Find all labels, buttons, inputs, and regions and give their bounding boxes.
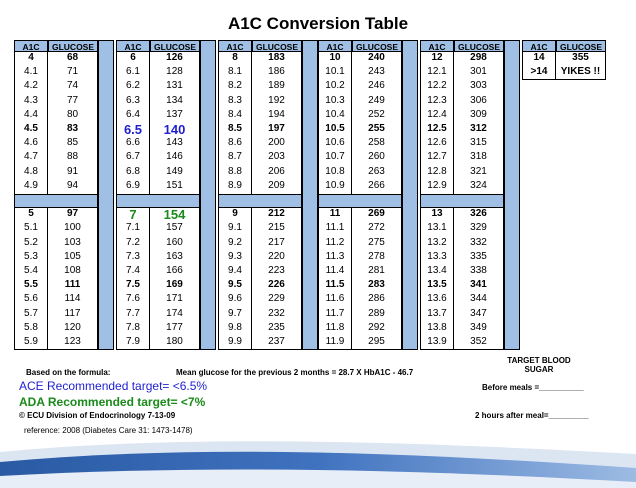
glucose-value: 306 [454, 95, 504, 109]
glucose-value: 94 [48, 180, 98, 194]
after-meal-field: 2 hours after meal=_________ [475, 411, 589, 420]
glucose-value: 324 [454, 180, 504, 194]
a1c-value: 9 [218, 208, 252, 222]
a1c-value: 6.1 [116, 66, 150, 80]
a1c-value: 10.9 [318, 180, 352, 194]
a1c-value: 9.1 [218, 222, 252, 236]
row-divider [318, 194, 402, 208]
glucose-value: 278 [352, 251, 402, 265]
header-a1c: A1C [420, 40, 454, 52]
glucose-value: 243 [352, 66, 402, 80]
a1c-value: 13.4 [420, 265, 454, 279]
glucose-value: 103 [48, 237, 98, 251]
a1c-value: 5.5 [14, 279, 48, 293]
header-a1c: A1C [318, 40, 352, 52]
glucose-value: 197 [252, 123, 302, 137]
a1c-conversion-table [14, 40, 620, 355]
glucose-value: 169 [150, 279, 200, 293]
a1c-value: 4.1 [14, 66, 48, 80]
a1c-value: 7 [116, 208, 150, 222]
a1c-value: 7.8 [116, 322, 150, 336]
glucose-value: 232 [252, 308, 302, 322]
a1c-value: 11.9 [318, 336, 352, 350]
glucose-value: 260 [352, 151, 402, 165]
a1c-value: 7.5 [116, 279, 150, 293]
a1c-value: 6.7 [116, 151, 150, 165]
a1c-value: 5.6 [14, 293, 48, 307]
glucose-value: 240 [352, 52, 402, 66]
a1c-value: 10 [318, 52, 352, 66]
glucose-value: 258 [352, 137, 402, 151]
a1c-value: 12.2 [420, 80, 454, 94]
a1c-value: 11 [318, 208, 352, 222]
glucose-value: 120 [48, 322, 98, 336]
page-title: A1C Conversion Table [227, 14, 409, 33]
glucose-value: 183 [252, 52, 302, 66]
a1c-value: 8.8 [218, 166, 252, 180]
glucose-value: 281 [352, 265, 402, 279]
a1c-value: 7.7 [116, 308, 150, 322]
a1c-value: 9.8 [218, 322, 252, 336]
a1c-value: 7.1 [116, 222, 150, 236]
glucose-value: 91 [48, 166, 98, 180]
a1c-value: 12.5 [420, 123, 454, 137]
a1c-value: 6.6 [116, 137, 150, 151]
a1c-value: 11.4 [318, 265, 352, 279]
a1c-value: 5.2 [14, 237, 48, 251]
a1c-value: 12.6 [420, 137, 454, 151]
a1c-value: 4.4 [14, 109, 48, 123]
glucose-value: 352 [454, 336, 504, 350]
glucose-value: 166 [150, 265, 200, 279]
before-meals-field: Before meals =__________ [482, 383, 584, 392]
a1c-value: 12.3 [420, 95, 454, 109]
header-a1c: A1C [522, 40, 556, 52]
glucose-value: 160 [150, 237, 200, 251]
row-divider [420, 194, 504, 208]
a1c-value: 8.2 [218, 80, 252, 94]
glucose-value: 68 [48, 52, 98, 66]
header-glucose: GLUCOSE [556, 40, 606, 52]
a1c-value: 14 [522, 52, 556, 66]
glucose-value: 163 [150, 251, 200, 265]
glucose-value: 157 [150, 222, 200, 236]
glucose-value: 266 [352, 180, 402, 194]
glucose-value: 215 [252, 222, 302, 236]
a1c-value: 6.3 [116, 95, 150, 109]
glucose-value: 128 [150, 66, 200, 80]
glucose-value: 151 [150, 180, 200, 194]
a1c-value: 12.8 [420, 166, 454, 180]
glucose-value: 235 [252, 322, 302, 336]
glucose-value: 309 [454, 109, 504, 123]
a1c-value: 4.7 [14, 151, 48, 165]
glucose-value: 269 [352, 208, 402, 222]
a1c-value: 11.6 [318, 293, 352, 307]
header-glucose: GLUCOSE [352, 40, 402, 52]
a1c-value: 10.2 [318, 80, 352, 94]
a1c-value: 13.3 [420, 251, 454, 265]
a1c-value: 7.9 [116, 336, 150, 350]
a1c-value: 11.5 [318, 279, 352, 293]
column-divider [302, 40, 318, 350]
glucose-value: 100 [48, 222, 98, 236]
a1c-value: 4.6 [14, 137, 48, 151]
glucose-value: 275 [352, 237, 402, 251]
glucose-value: 255 [352, 123, 402, 137]
glucose-value: 123 [48, 336, 98, 350]
a1c-value: 11.8 [318, 322, 352, 336]
a1c-value: 12.1 [420, 66, 454, 80]
glucose-value: 272 [352, 222, 402, 236]
a1c-value: 4 [14, 52, 48, 66]
glucose-value: 338 [454, 265, 504, 279]
a1c-value: 8.4 [218, 109, 252, 123]
a1c-value: 4.9 [14, 180, 48, 194]
column-divider [402, 40, 418, 350]
a1c-value: 4.3 [14, 95, 48, 109]
a1c-value: 8.3 [218, 95, 252, 109]
header-a1c: A1C [218, 40, 252, 52]
target-blood-sugar-title [496, 356, 582, 374]
a1c-value: 4.8 [14, 166, 48, 180]
glucose-value: 355 [556, 52, 606, 66]
header-glucose: GLUCOSE [454, 40, 504, 52]
glucose-value: 180 [150, 336, 200, 350]
glucose-value: YIKES !! [556, 66, 606, 80]
glucose-value: 303 [454, 80, 504, 94]
glucose-value: 223 [252, 265, 302, 279]
glucose-value: 318 [454, 151, 504, 165]
glucose-value: 246 [352, 80, 402, 94]
glucose-value: 137 [150, 109, 200, 123]
row-divider [218, 194, 302, 208]
glucose-value: 88 [48, 151, 98, 165]
glucose-value: 131 [150, 80, 200, 94]
target-title-line2: SUGAR [524, 365, 554, 374]
a1c-value: 6.4 [116, 109, 150, 123]
header-glucose: GLUCOSE [252, 40, 302, 52]
a1c-value: 6.5 [116, 123, 150, 137]
glucose-value: 174 [150, 308, 200, 322]
row-divider [14, 194, 98, 208]
glucose-value: 149 [150, 166, 200, 180]
a1c-value: 8 [218, 52, 252, 66]
a1c-value: 6.2 [116, 80, 150, 94]
glucose-value: 186 [252, 66, 302, 80]
target-title-line1: TARGET BLOOD [507, 356, 571, 365]
a1c-value: 10.3 [318, 95, 352, 109]
formula-prefix: Based on the formula: [26, 368, 111, 377]
glucose-value: 220 [252, 251, 302, 265]
glucose-value: 206 [252, 166, 302, 180]
glucose-value: 301 [454, 66, 504, 80]
column-divider [98, 40, 114, 350]
a1c-value: 4.5 [14, 123, 48, 137]
a1c-value: 7.6 [116, 293, 150, 307]
a1c-value: 6.8 [116, 166, 150, 180]
a1c-value: 13.6 [420, 293, 454, 307]
glucose-value: 237 [252, 336, 302, 350]
glucose-value: 126 [150, 52, 200, 66]
glucose-value: 177 [150, 322, 200, 336]
a1c-value: 9.3 [218, 251, 252, 265]
glucose-value: 97 [48, 208, 98, 222]
glucose-value: 298 [454, 52, 504, 66]
glucose-value: 140 [150, 123, 200, 137]
a1c-value: 8.5 [218, 123, 252, 137]
glucose-value: 249 [352, 95, 402, 109]
glucose-value: 212 [252, 208, 302, 222]
a1c-value: 11.2 [318, 237, 352, 251]
a1c-value: 10.6 [318, 137, 352, 151]
glucose-value: 85 [48, 137, 98, 151]
a1c-value: 9.5 [218, 279, 252, 293]
glucose-value: 203 [252, 151, 302, 165]
a1c-value: 12 [420, 52, 454, 66]
glucose-value: 229 [252, 293, 302, 307]
glucose-value: 315 [454, 137, 504, 151]
a1c-value: 6 [116, 52, 150, 66]
glucose-value: 263 [352, 166, 402, 180]
a1c-value: 7.3 [116, 251, 150, 265]
a1c-value: 13.5 [420, 279, 454, 293]
glucose-value: 321 [454, 166, 504, 180]
a1c-value: 13.7 [420, 308, 454, 322]
a1c-value: 8.1 [218, 66, 252, 80]
a1c-value: 5 [14, 208, 48, 222]
glucose-value: 80 [48, 109, 98, 123]
a1c-value: >14 [522, 66, 556, 80]
a1c-value: 13 [420, 208, 454, 222]
header-glucose: GLUCOSE [150, 40, 200, 52]
glucose-value: 146 [150, 151, 200, 165]
a1c-value: 6.9 [116, 180, 150, 194]
column-divider [200, 40, 216, 350]
header-a1c: A1C [14, 40, 48, 52]
a1c-value: 5.8 [14, 322, 48, 336]
a1c-value: 9.4 [218, 265, 252, 279]
glucose-value: 349 [454, 322, 504, 336]
a1c-value: 13.2 [420, 237, 454, 251]
a1c-value: 10.1 [318, 66, 352, 80]
a1c-value: 8.9 [218, 180, 252, 194]
glucose-value: 312 [454, 123, 504, 137]
a1c-value: 9.7 [218, 308, 252, 322]
header-glucose: GLUCOSE [48, 40, 98, 52]
decorative-wave-footer [0, 430, 636, 488]
a1c-value: 12.7 [420, 151, 454, 165]
copyright-text: © ECU Division of Endocrinology 7-13-09 [19, 411, 176, 420]
a1c-value: 13.9 [420, 336, 454, 350]
header-a1c: A1C [116, 40, 150, 52]
formula-text: Mean glucose for the previous 2 months = 28.7 X HbA1C - 46.7 [176, 368, 414, 377]
glucose-value: 326 [454, 208, 504, 222]
glucose-value: 252 [352, 109, 402, 123]
a1c-value: 10.8 [318, 166, 352, 180]
a1c-value: 8.6 [218, 137, 252, 151]
a1c-value: 7.2 [116, 237, 150, 251]
a1c-value: 9.6 [218, 293, 252, 307]
row-divider [116, 194, 200, 208]
a1c-value: 5.3 [14, 251, 48, 265]
glucose-value: 295 [352, 336, 402, 350]
glucose-value: 117 [48, 308, 98, 322]
a1c-value: 11.7 [318, 308, 352, 322]
a1c-value: 13.8 [420, 322, 454, 336]
glucose-value: 341 [454, 279, 504, 293]
a1c-value: 11.3 [318, 251, 352, 265]
reference-text: reference: 2008 (Diabetes Care 31: 1473-1478) [24, 426, 193, 435]
glucose-value: 77 [48, 95, 98, 109]
glucose-value: 71 [48, 66, 98, 80]
glucose-value: 192 [252, 95, 302, 109]
a1c-value: 10.5 [318, 123, 352, 137]
a1c-value: 13.1 [420, 222, 454, 236]
glucose-value: 335 [454, 251, 504, 265]
a1c-value: 9.2 [218, 237, 252, 251]
glucose-value: 189 [252, 80, 302, 94]
glucose-value: 134 [150, 95, 200, 109]
a1c-value: 10.4 [318, 109, 352, 123]
a1c-value: 5.1 [14, 222, 48, 236]
glucose-value: 108 [48, 265, 98, 279]
glucose-value: 171 [150, 293, 200, 307]
a1c-value: 10.7 [318, 151, 352, 165]
glucose-value: 226 [252, 279, 302, 293]
glucose-value: 292 [352, 322, 402, 336]
a1c-value: 12.9 [420, 180, 454, 194]
a1c-value: 7.4 [116, 265, 150, 279]
glucose-value: 217 [252, 237, 302, 251]
a1c-value: 11.1 [318, 222, 352, 236]
a1c-value: 8.7 [218, 151, 252, 165]
glucose-value: 111 [48, 279, 98, 293]
glucose-value: 209 [252, 180, 302, 194]
ace-target: ACE Recommended target= <6.5% [19, 379, 208, 393]
a1c-value: 5.7 [14, 308, 48, 322]
glucose-value: 83 [48, 123, 98, 137]
ada-target: ADA Recommended target= <7% [19, 395, 206, 409]
glucose-value: 74 [48, 80, 98, 94]
glucose-value: 194 [252, 109, 302, 123]
glucose-value: 105 [48, 251, 98, 265]
a1c-value: 5.9 [14, 336, 48, 350]
glucose-value: 286 [352, 293, 402, 307]
glucose-value: 332 [454, 237, 504, 251]
glucose-value: 143 [150, 137, 200, 151]
glucose-value: 347 [454, 308, 504, 322]
column-divider [504, 40, 520, 350]
a1c-value: 5.4 [14, 265, 48, 279]
glucose-value: 329 [454, 222, 504, 236]
a1c-value: 4.2 [14, 80, 48, 94]
glucose-value: 154 [150, 208, 200, 222]
glucose-value: 200 [252, 137, 302, 151]
a1c-value: 12.4 [420, 109, 454, 123]
glucose-value: 344 [454, 293, 504, 307]
a1c-value: 9.9 [218, 336, 252, 350]
glucose-value: 114 [48, 293, 98, 307]
glucose-value: 289 [352, 308, 402, 322]
glucose-value: 283 [352, 279, 402, 293]
